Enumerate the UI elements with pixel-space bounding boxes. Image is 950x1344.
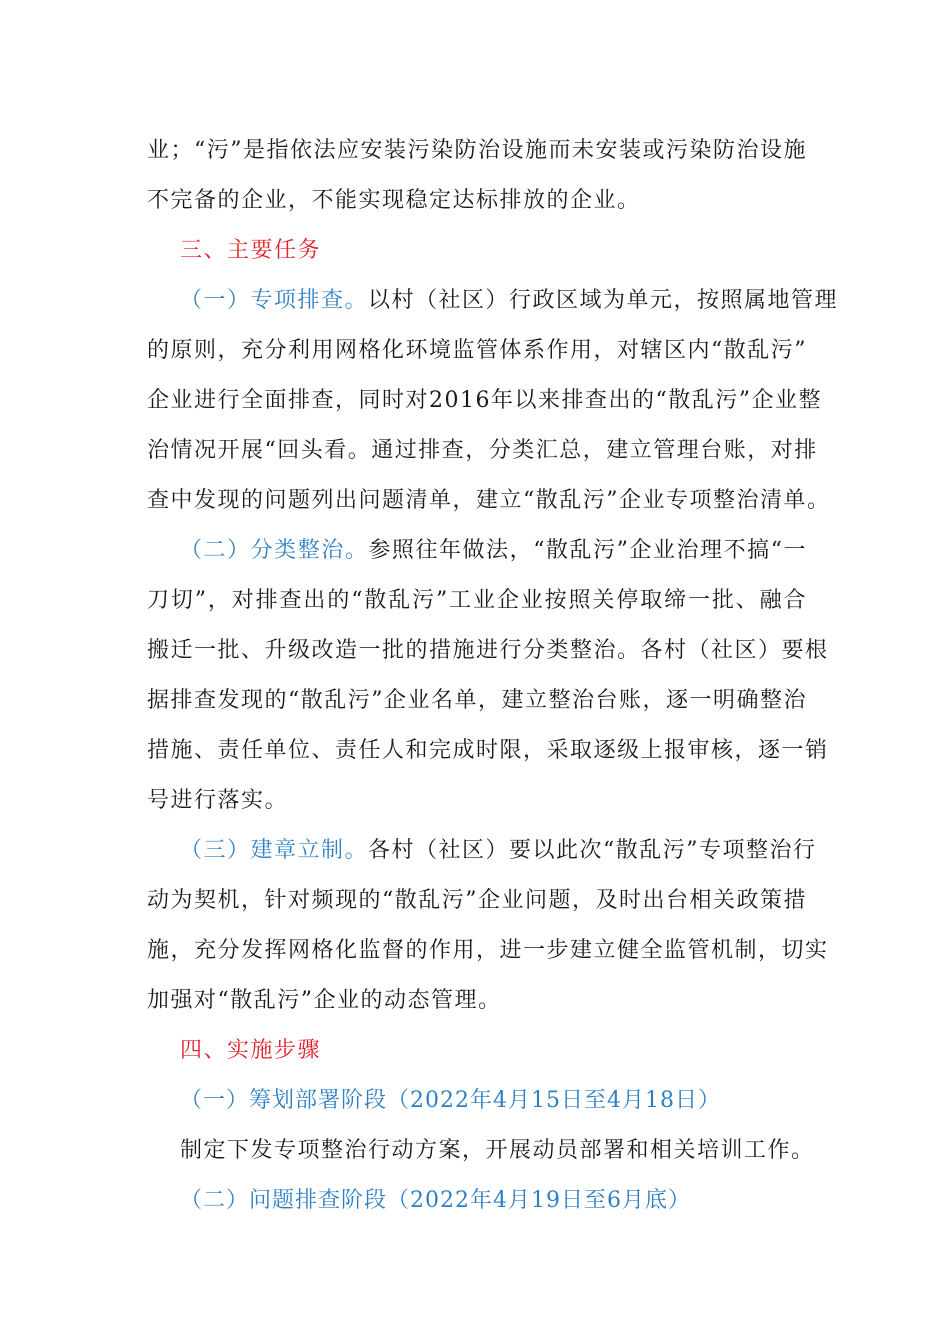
paragraph-line: 查中发现的问题列出问题清单，建立“散乱污”企业专项整治清单。 xyxy=(147,488,831,513)
paragraph-line: 施，充分发挥网格化监督的作用，进一步建立健全监管机制，切实 xyxy=(147,938,829,963)
paragraph-line: 业；“污”是指依法应安装污染防治设施而未安装或污染防治设施 xyxy=(147,138,807,163)
paragraph-line: 的原则，充分利用网格化环境监管体系作用，对辖区内“散乱污” xyxy=(147,338,807,363)
paragraph-line: 据排查发现的“散乱污”企业名单，建立整治台账，逐一明确整治 xyxy=(147,688,807,713)
item-first-line xyxy=(180,836,817,866)
step-title: （二）问题排查阶段（2022年4月19日至6月底） xyxy=(180,1188,691,1213)
paragraph-line: 措施、责任单位、责任人和完成时限，采取逐级上报审核，逐一销 xyxy=(147,738,829,763)
paragraph-line: 治情况开展“回头看。通过排查，分类汇总，建立管理台账，对排 xyxy=(147,438,818,463)
item-first-line xyxy=(180,286,839,316)
item-text: 参照往年做法，“散乱污”企业治理不搞“一 xyxy=(368,538,807,563)
item-text: 以村（社区）行政区域为单元，按照属地管理 xyxy=(368,288,839,313)
section-heading: 三、主要任务 xyxy=(180,238,322,263)
item-title: （三）建章立制。 xyxy=(180,838,369,863)
step-text: 制定下发专项整治行动方案，开展动员部署和相关培训工作。 xyxy=(180,1138,815,1163)
item-title: （二）分类整治。 xyxy=(180,538,369,563)
section-heading: 四、实施步骤 xyxy=(180,1038,322,1063)
paragraph-line: 动为契机，针对频现的“散乱污”企业问题，及时出台相关政策措 xyxy=(147,888,807,913)
paragraph-line: 刀切”，对排查出的“散乱污”工业企业按照关停取缔一批、融合 xyxy=(147,588,807,613)
step-title: （一）筹划部署阶段（2022年4月15日至4月18日） xyxy=(180,1088,721,1113)
paragraph-line: 加强对“散乱污”企业的动态管理。 xyxy=(147,988,502,1013)
item-first-line xyxy=(180,536,807,566)
paragraph-line: 号进行落实。 xyxy=(147,788,289,813)
item-text: 各村（社区）要以此次“散乱污”专项整治行 xyxy=(368,838,817,863)
paragraph-line: 企业进行全面排查，同时对2016年以来排查出的“散乱污”企业整 xyxy=(147,388,822,413)
paragraph-line: 不完备的企业，不能实现稳定达标排放的企业。 xyxy=(147,188,641,213)
paragraph-line: 搬迁一批、升级改造一批的措施进行分类整治。各村（社区）要根 xyxy=(147,638,829,663)
item-title: （一）专项排查。 xyxy=(180,288,369,313)
